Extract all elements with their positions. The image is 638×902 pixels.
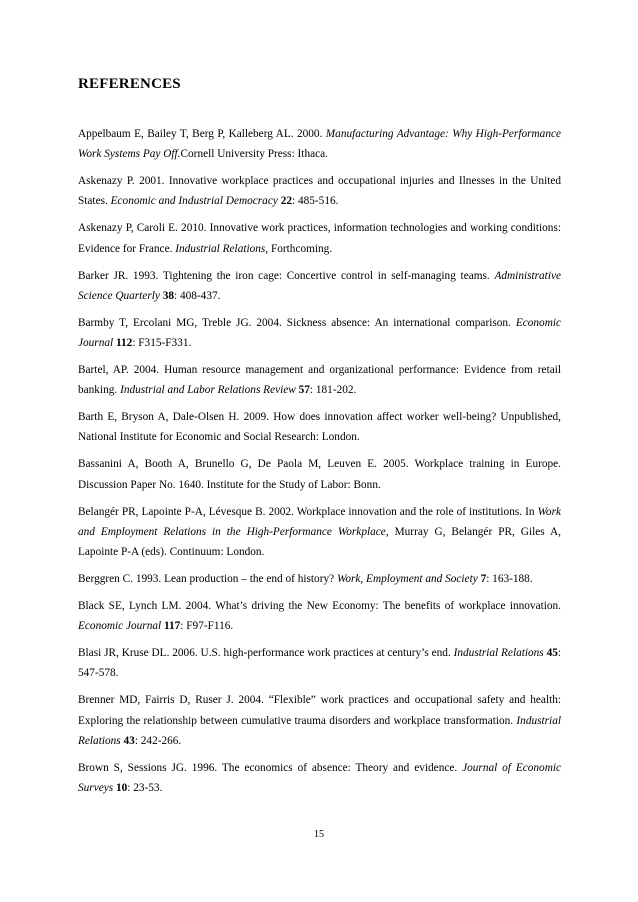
ref-title: Workplace innovation and the role of institutions. In [296,505,535,518]
ref-authors: Bartel, AP. 2004. [78,364,160,377]
ref-rest: : F315-F331. [132,337,192,350]
ref-title: How does innovation affect worker well-being? Unpublished, National Institute for Economic and Social Research: London. [78,411,561,444]
ref-title: Innovative workplace practices and occupational injuries and Ilnesses in the United States. [78,175,562,208]
reference-entry [78,360,561,400]
ref-rest: : 408-437. [174,289,221,302]
reference-entry [78,643,561,683]
ref-volume: 117 [163,620,181,633]
ref-source: Journal of Economic Surveys [78,761,562,795]
ref-authors: Barth E, Bryson A, Dale-Olsen H. 2009. [78,411,270,424]
ref-authors: Blasi JR, Kruse DL. 2006. [78,647,198,660]
page-number: 15 [314,829,324,840]
ref-source: Industrial and Labor Relations Review [120,384,296,397]
ref-title: Sickness absence: An international comparison. [286,316,511,329]
ref-source: Economic Journal [78,316,561,350]
ref-authors: Barmby T, Ercolani MG, Treble JG. 2004. [78,316,282,329]
ref-rest: : 485-516. [292,195,339,208]
reference-entry [78,690,561,751]
ref-title: Tightening the iron cage: Concertive control in self-managing teams. [162,269,490,282]
reference-list [78,124,561,805]
ref-title: The economics of absence: Theory and evidence. [221,761,458,774]
section-heading: REFERENCES [78,76,181,92]
ref-volume: 22 [280,195,292,208]
ref-title: Lean production – the end of history? [164,573,335,586]
ref-rest: : 163-188. [486,573,533,586]
ref-rest: : 23-53. [127,782,163,795]
reference-entry [78,124,561,164]
ref-title: What’s driving the New Economy: The benefits of workplace innovation. [215,600,561,613]
ref-source: Work and Employment Relations in the High-Performance Workplace, [78,505,561,538]
ref-title: Workplace training in Europe. Discussion Paper No. 1640. Institute for the Study of Labor: Bonn. [78,458,561,491]
ref-authors: Berggren C. 1993. [78,573,162,586]
ref-title: “Flexible” work practices and occupational safety and health: Exploring the relationship between cumulative trauma disorders and workplace transformation. [78,694,562,727]
ref-volume: 10 [115,782,128,795]
ref-volume: 7 [480,573,487,586]
ref-title: Innovative work practices, information technologies and working conditions: Evidence for France. [78,222,561,255]
ref-authors: Belangér PR, Lapointe P-A, Lévesque B. 2002. [78,505,294,518]
ref-source: Industrial Relations [78,714,561,747]
reference-entry [78,218,561,258]
ref-authors: Black SE, Lynch LM. 2004. [78,600,212,613]
ref-authors: Brenner MD, Fairris D, Ruser J. 2004. [78,694,264,707]
ref-title: Human resource management and organizational performance: Evidence from retail banking. [78,364,561,397]
ref-authors: Appelbaum E, Bailey T, Berg P, Kalleberg AL. 2000. [78,128,323,140]
reference-entry [78,502,561,563]
ref-authors: Bassanini A, Booth A, Brunello G, De Paola M, Leuven E. 2005. [78,458,409,471]
ref-volume: 43 [123,734,135,747]
ref-source: Industrial Relations, [175,242,269,255]
ref-volume: 57 [298,384,310,397]
ref-rest: Murray G, Belangér PR, Giles A, Lapointe P-A (eds). Continuum: London. [78,525,561,559]
ref-volume: 45 [546,647,558,660]
reference-entry [78,569,561,589]
reference-entry [78,313,561,353]
ref-title: U.S. high-performance work practices at century’s end. [200,647,451,660]
reference-entry [78,758,561,798]
ref-volume: 112 [115,337,133,350]
ref-authors: Askenazy P. 2001. [78,175,165,188]
ref-source: Industrial Relations [453,647,544,660]
reference-entry [78,266,561,306]
reference-entry [78,171,561,211]
ref-source: Administrative Science Quarterly [78,269,561,302]
ref-source: Economic and Industrial Democracy [110,195,278,208]
ref-source: Economic Journal [78,620,162,633]
reference-entry [78,454,561,494]
ref-source: Manufacturing Advantage: Why High-Performance Work Systems Pay Off. [78,128,561,161]
reference-entry [78,596,561,636]
ref-rest: Forthcoming. [270,242,333,255]
reference-entry [78,407,561,447]
ref-rest: : 181-202. [309,384,357,397]
ref-authors: Barker JR. 1993. [78,269,159,282]
ref-rest: : F97-F116. [180,620,234,633]
ref-authors: Askenazy P, Caroli E. 2010. [78,222,207,235]
ref-rest: : 547-578. [78,647,561,680]
ref-source: Work, Employment and Society [336,573,478,586]
ref-authors: Brown S, Sessions JG. 1996. [78,761,218,774]
ref-volume: 38 [162,289,174,302]
ref-rest: Cornell University Press: Ithaca. [180,148,328,161]
ref-rest: : 242-266. [134,734,182,747]
